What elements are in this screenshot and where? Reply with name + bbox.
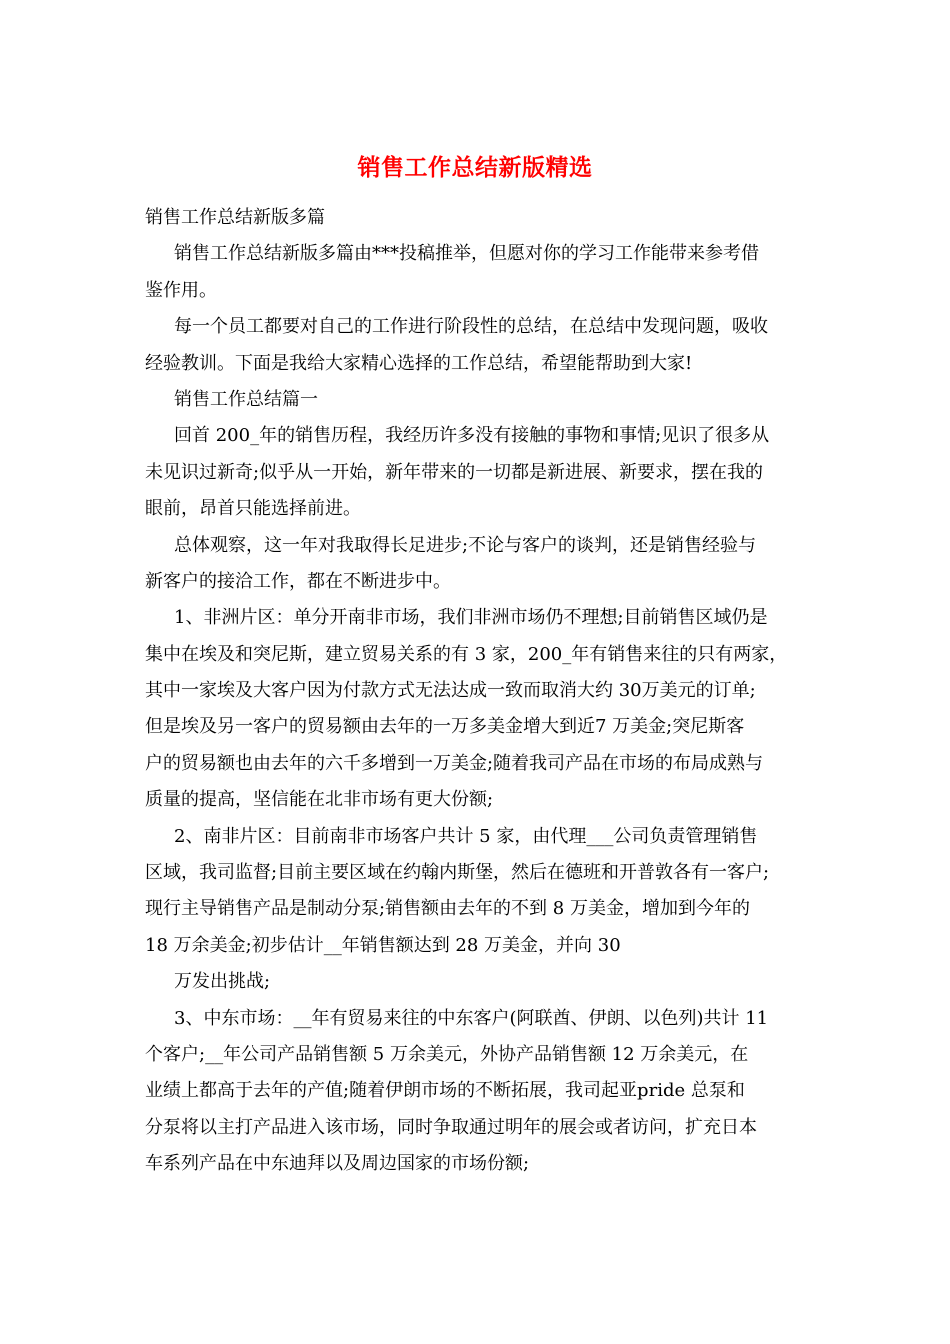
- text-line: 现行主导销售产品是制动分泵;销售额由去年的不到 8 万美金，增加到今年的: [145, 898, 750, 920]
- text-line: 经验教训。下面是我给大家精心选择的工作总结，希望能帮助到大家!: [145, 352, 693, 374]
- document-body: [145, 200, 810, 1183]
- text-line: 新客户的接洽工作，都在不断进步中。: [145, 570, 451, 592]
- text-line: 区域，我司监督;目前主要区域在约翰内斯堡，然后在德班和开普敦各有一客户;: [145, 862, 770, 884]
- text-line: 个客户;__年公司产品销售额 5 万余美元，外协产品销售额 12 万余美元，在: [145, 1043, 749, 1065]
- text-line: 1、非洲片区：单分开南非市场，我们非洲市场仍不理想;目前销售区域仍是: [174, 607, 768, 629]
- text-line: 眼前，昂首只能选择前进。: [145, 498, 361, 520]
- text-line: 销售工作总结篇一: [174, 388, 318, 410]
- text-line: 集中在埃及和突尼斯，建立贸易关系的有 3 家，200_年有销售来往的只有两家，: [145, 643, 788, 665]
- text-line: 3、中东市场：__年有贸易来往的中东客户(阿联酋、伊朗、以色列)共计 11: [174, 1007, 769, 1029]
- text-line: 户的贸易额也由去年的六千多增到一万美金;随着我司产品在市场的布局成熟与: [145, 752, 764, 774]
- text-line: 销售工作总结新版多篇由***投稿推举，但愿对你的学习工作能带来参考借: [174, 243, 759, 265]
- document-title: 销售工作总结新版精选: [357, 155, 593, 181]
- text-line: 销售工作总结新版多篇: [145, 207, 325, 228]
- text-line: 未见识过新奇;似乎从一开始，新年带来的一切都是新进展、新要求，摆在我的: [145, 461, 764, 483]
- text-line: 18 万余美金;初步估计__年销售额达到 28 万美金，并向 30: [145, 934, 621, 956]
- text-line: 总体观察，这一年对我取得长足进步;不论与客户的谈判，还是销售经验与: [174, 534, 757, 556]
- text-line: 万发出挑战;: [174, 971, 271, 993]
- text-line: 但是埃及另一客户的贸易额由去年的一万多美金增大到近7 万美金;突尼斯客: [145, 716, 745, 738]
- text-line: 业绩上都高于去年的产值;随着伊朗市场的不断拓展，我司起亚pride 总泵和: [145, 1080, 745, 1102]
- text-line: 车系列产品在中东迪拜以及周边国家的市场份额;: [145, 1153, 530, 1175]
- text-line: 回首 200_年的销售历程，我经历许多没有接触的事物和事情;见识了很多从: [174, 425, 770, 447]
- text-line: 鉴作用。: [145, 279, 217, 301]
- text-line: 分泵将以主打产品进入该市场，同时争取通过明年的展会或者访问，扩充日本: [145, 1116, 757, 1138]
- text-line: 其中一家埃及大客户因为付款方式无法达成一致而取消大约 30万美元的订单;: [145, 680, 756, 702]
- text-line: 2、南非片区：目前南非市场客户共计 5 家，由代理___公司负责管理销售: [174, 825, 758, 847]
- text-line: 每一个员工都要对自己的工作进行阶段性的总结，在总结中发现问题，吸收: [174, 316, 768, 338]
- text-line: 质量的提高，坚信能在北非市场有更大份额;: [145, 789, 494, 811]
